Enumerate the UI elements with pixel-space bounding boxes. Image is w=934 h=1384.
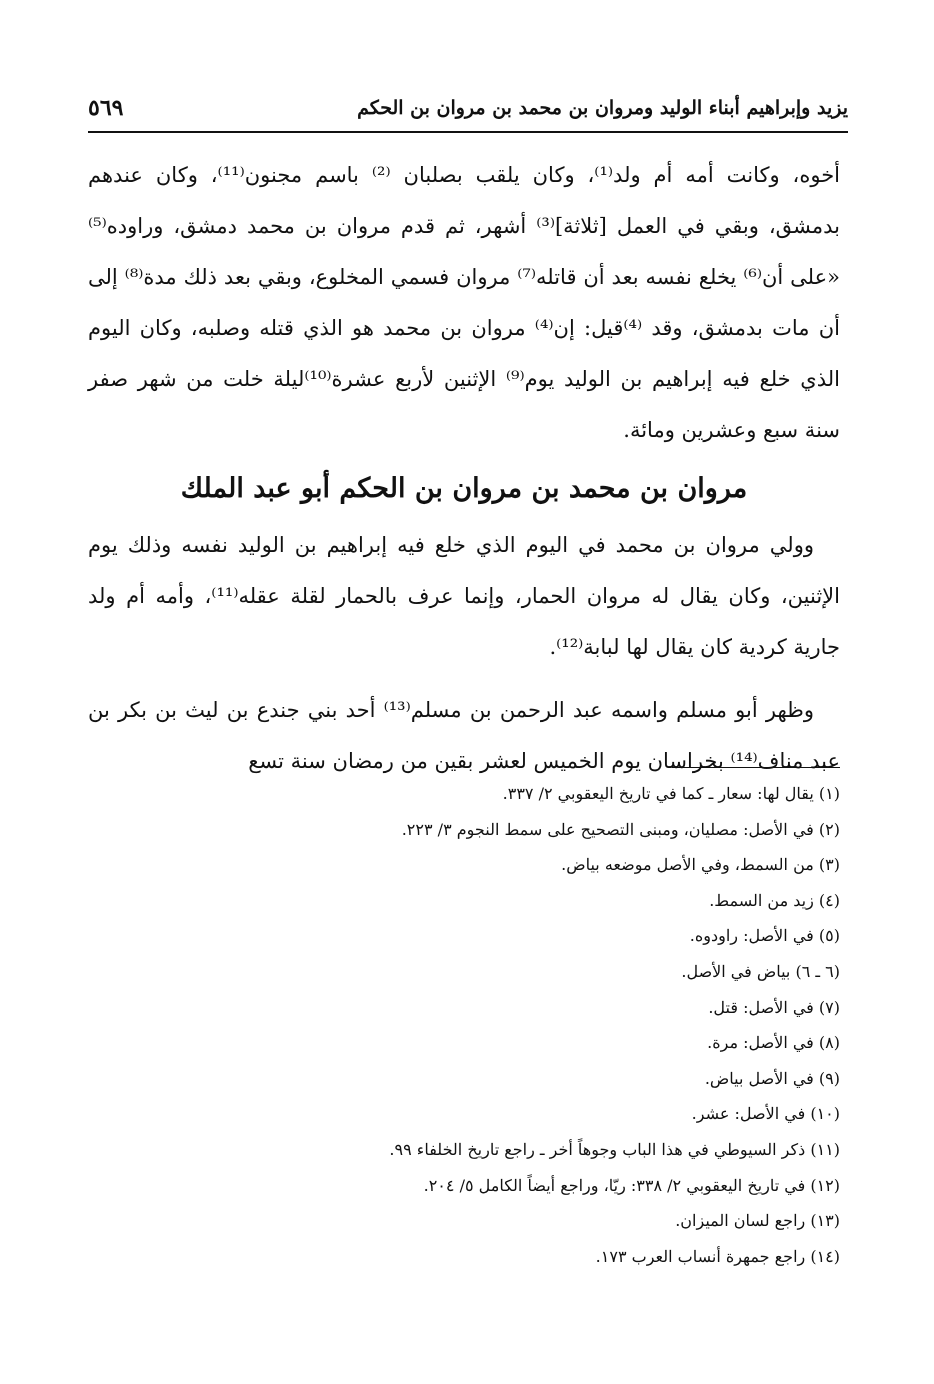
footnote-11: (١١) ذكر السيوطي في هذا الباب وجوهاً أخر ـ راجع تاريخ الخلفاء ٩٩. <box>389 1139 840 1159</box>
paragraph-2: وولي مروان بن محمد في اليوم الذي خلع فيه إبراهيم بن الوليد نفسه وذلك يوم الإثنين، وكان يقال له مروان الحمار، وإنما عرف بالحمار لقلة عقله⁽¹¹⁾، وأمه أم ولد جارية كردية كان يقال لها لبابة⁽¹²⁾. <box>88 533 840 659</box>
footnote-6: (٦ ـ ٦) بياض في الأصل. <box>681 961 840 981</box>
footnote-10: (١٠) في الأصل: عشر. <box>691 1104 840 1124</box>
footnote-8: (٨) في الأصل: مرة. <box>707 1033 840 1053</box>
footnote-1: (١) يقال لها: سعار ـ كما في تاريخ اليعقوبي ٢/ ٣٣٧. <box>502 784 840 803</box>
footnote-4: (٤) زيد من السمط. <box>709 890 840 910</box>
footnote-7: (٧) في الأصل: قتل. <box>708 997 840 1017</box>
footnote-3: (٣) من السمط، وفي الأصل موضعه بياض. <box>561 855 840 875</box>
footnote-12: (١٢) في تاريخ اليعقوبي ٢/ ٣٣٨: ريّا، وراجع أيضاً الكامل ٥/ ٢٠٤. <box>423 1175 840 1195</box>
running-header <box>88 88 848 128</box>
footnote-14: (١٤) راجع جمهرة أنساب العرب ١٧٣. <box>595 1246 840 1266</box>
footnote-5: (٥) في الأصل: راودوه. <box>689 926 840 946</box>
section-heading: مروان بن محمد بن مروان بن الحكم أبو عبد الملك <box>180 473 748 504</box>
running-header-title: يزيد وإبراهيم أبناء الوليد ومروان بن محمد بن مروان بن الحكم <box>357 97 848 119</box>
header-rule <box>88 131 848 133</box>
body-text <box>88 150 840 787</box>
paragraph-1: أخوه، وكانت أمه أم ولد⁽¹⁾، وكان يلقب بصلبان ⁽²⁾ باسم مجنون⁽¹¹⁾، وكان عندهم بدمشق، وبقي في العمل [ثلاثة]⁽³⁾ أشهر، ثم قدم مروان بن محمد دمشق، وراوده⁽⁵⁾ «على أن⁽⁶⁾ يخلع نفسه بعد أن قاتله⁽⁷⁾ مروان فسمي المخلوع، وبقي بعد ذلك مدة⁽⁸⁾ إلى أن مات بدمشق، وقد ⁽⁴⁾قيل: إن⁽⁴⁾ مروان بن محمد هو الذي قتله وصلبه، وكان اليوم الذي خلع فيه إبراهيم بن الوليد يوم⁽⁹⁾ الإثنين لأربع عشرة⁽¹⁰⁾ليلة خلت من شهر صفر سنة سبع وعشرين ومائة. <box>88 163 841 442</box>
footnotes-list <box>88 776 840 1274</box>
footnote-2: (٢) في الأصل: مصليان، ومبنى التصحيح على سمط النجوم ٣/ ٢٢٣. <box>401 819 840 839</box>
footnote-9: (٩) في الأصل بياض. <box>704 1068 840 1088</box>
paragraph-3: وظهر أبو مسلم واسمه عبد الرحمن بن مسلم⁽¹³⁾ أحد بني جندع بن ليث بن بكر بن عبد مناف⁽¹⁴⁾ بخراسان يوم الخميس لعشر بقين من رمضان سنة تسع <box>88 698 840 773</box>
footnote-rule <box>672 767 840 768</box>
footnote-13: (١٣) راجع لسان الميزان. <box>675 1211 840 1231</box>
page-number: ٥٦٩ <box>88 95 124 121</box>
